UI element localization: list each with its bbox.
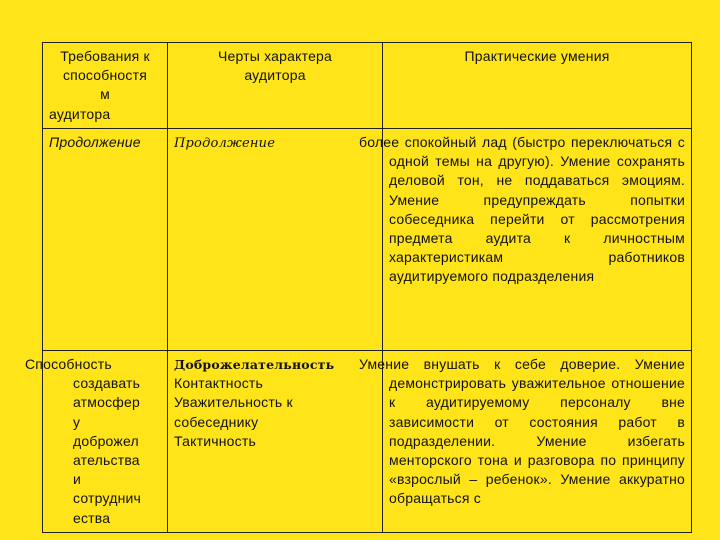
header-requirements [43, 43, 168, 129]
header-traits-line: Черты характера [217, 48, 333, 64]
row2-traits-line: Тактичность [174, 432, 256, 449]
header-requirements-line: Требования к [60, 48, 150, 64]
header-practical-skills: Практические умения [383, 43, 692, 129]
row2-traits-line: Контактность [174, 375, 264, 392]
row2-requirements-line: ества [73, 509, 111, 526]
row2-requirements-line: у [73, 413, 81, 430]
row1-traits-cell [168, 129, 383, 351]
row2-traits-line: собеседнику [174, 413, 259, 430]
row1-skills-cell: более спокойный лад (быстро переключаться с одной темы на другую). Умение сохранять деловой тон, не поддаваться эмоциям. Умение предупреждать попытки собеседника перейти от рассмотрения предмета аудита к личностным характеристикам работников аудитируемого подразделения [383, 129, 692, 351]
row2-skills-cell: Умение внушать к себе доверие. Умение демонстрировать уважительное отношение к аудитируемому персоналу вне зависимости от состояния работ в подразделении. Умение избегать менторского тона и разговора по принципу «взрослый – ребенок». Умение аккуратно обращаться с [383, 351, 692, 533]
header-requirements-line: способностя [62, 67, 148, 84]
auditor-requirements-table [25, 42, 692, 533]
row2-requirements-line: создавать [73, 375, 141, 392]
header-traits [168, 43, 383, 129]
row2-requirements-cell [25, 351, 168, 533]
table-header-row [43, 43, 692, 129]
row1-requirements-cell: Продолжение [43, 129, 168, 351]
row2-requirements-line: Способность [25, 356, 112, 372]
row2-requirements-line: ательства [73, 452, 140, 469]
row2-traits-cell [168, 351, 383, 533]
header-requirements-line: аудитора [49, 105, 111, 122]
row2-requirements-line: и [73, 471, 82, 488]
row2-requirements-line: атмосфер [73, 394, 140, 411]
row2-requirements-line: доброжел [73, 432, 139, 449]
row2-traits-line: Доброжелательность [174, 357, 335, 372]
table-row [43, 351, 692, 533]
row2-requirements-line: сотруднич [73, 490, 142, 507]
header-requirements-line: м [100, 86, 110, 103]
header-traits-line: аудитора [244, 67, 306, 84]
row1-traits-text: Продолжение [174, 136, 276, 151]
row2-traits-line: Уважительность к [174, 394, 293, 411]
table-row [43, 129, 692, 351]
